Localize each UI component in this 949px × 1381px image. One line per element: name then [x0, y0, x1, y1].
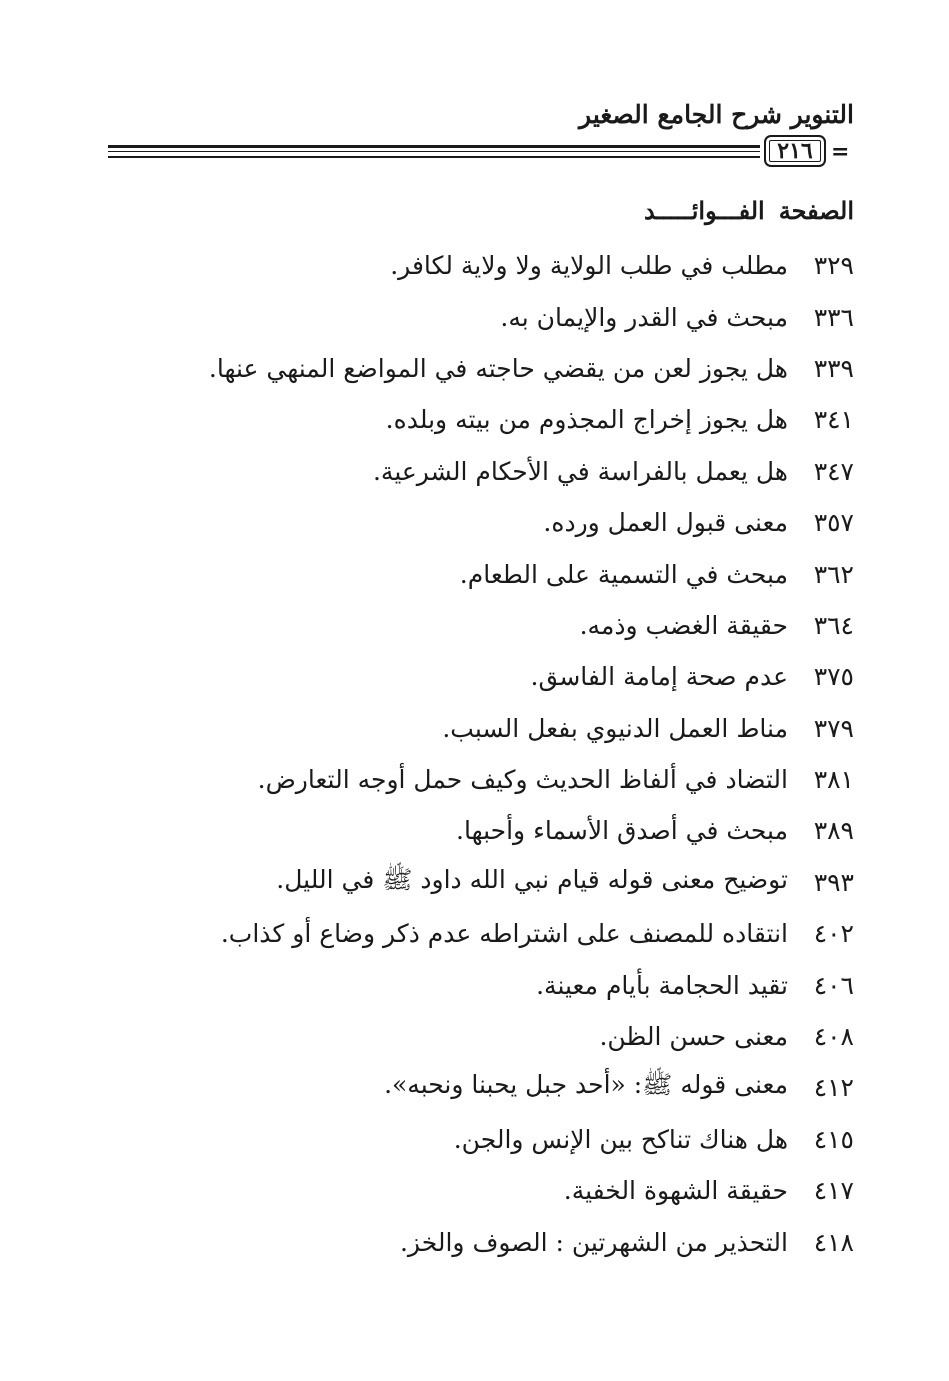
- index-entry: [94, 805, 854, 856]
- entry-page-number: ٤١٢: [813, 1073, 854, 1103]
- index-entry: [94, 1165, 854, 1216]
- index-entry: [94, 600, 854, 651]
- index-entry: [94, 446, 854, 497]
- entry-title: مناط العمل الدنيوي بفعل السبب.: [442, 713, 788, 743]
- header-rule-bottom: [108, 156, 760, 158]
- entry-title: التضاد في ألفاظ الحديث وكيف حمل أوجه التعارض.: [257, 765, 788, 795]
- index-entry: [94, 548, 854, 599]
- index-entry: [94, 1114, 854, 1165]
- entry-page-number: ٣٧٥: [813, 662, 854, 692]
- entry-title: مبحث في أصدق الأسماء وأحبها.: [456, 816, 788, 846]
- entry-page-number: ٤٠٦: [813, 970, 854, 1000]
- entry-page-number: ٤٠٢: [813, 919, 854, 949]
- index-entry: [94, 651, 854, 702]
- index-entry: [94, 1062, 854, 1113]
- entry-page-number: ٤٠٨: [813, 1022, 854, 1052]
- index-entries: [94, 240, 854, 1268]
- entry-page-number: ٣٢٩: [813, 251, 854, 281]
- index-entry: [94, 291, 854, 342]
- entry-page-number: ٤١٧: [813, 1176, 854, 1206]
- index-column-header: [644, 196, 854, 225]
- entry-title: تقيد الحجامة بأيام معينة.: [536, 970, 788, 1000]
- page-number-mark: =: [831, 139, 850, 165]
- entry-title: حقيقة الغضب وذمه.: [579, 610, 788, 640]
- index-entry: [94, 857, 854, 908]
- entry-page-number: ٤١٥: [813, 1124, 854, 1154]
- entry-page-number: ٣٤١: [813, 405, 854, 435]
- entry-title: توضيح معنى قوله قيام نبي الله داود ﷺ في الليل.: [276, 864, 788, 894]
- entry-page-number: ٣٣٦: [813, 302, 854, 332]
- entry-title: مطلب في طلب الولاية ولا ولاية لكافر.: [390, 251, 788, 281]
- header-rule-thick: [108, 145, 760, 148]
- entry-page-number: ٣٩٣: [813, 867, 854, 897]
- entry-page-number: ٣٣٩: [813, 353, 854, 383]
- index-entry: [94, 1011, 854, 1062]
- index-entry: [94, 959, 854, 1010]
- column-header-page: الصفحة: [778, 196, 854, 225]
- entry-page-number: ٤١٨: [813, 1227, 854, 1257]
- index-entry: [94, 240, 854, 291]
- entry-page-number: ٣٦٤: [813, 610, 854, 640]
- entry-page-number: ٣٤٧: [813, 456, 854, 486]
- header-rule-thin: [108, 151, 760, 152]
- entry-page-number: ٣٨١: [813, 765, 854, 795]
- entry-page-number: ٣٨٩: [813, 816, 854, 846]
- page-number: ٢١٦: [764, 135, 826, 167]
- index-entry: [94, 1216, 854, 1267]
- entry-title: هل يجوز إخراج المجذوم من بيته وبلده.: [385, 405, 788, 435]
- entry-title: معنى قبول العمل ورده.: [543, 508, 788, 538]
- entry-title: هل يجوز لعن من يقضي حاجته في المواضع المنهي عنها.: [208, 353, 788, 383]
- entry-title: معنى حسن الظن.: [599, 1022, 788, 1052]
- entry-title: انتقاده للمصنف على اشتراطه عدم ذكر وضاع أو كذاب.: [220, 919, 788, 949]
- entry-page-number: ٣٥٧: [813, 508, 854, 538]
- index-entry: [94, 394, 854, 445]
- entry-title: حقيقة الشهوة الخفية.: [563, 1176, 788, 1206]
- entry-page-number: ٣٦٢: [813, 559, 854, 589]
- running-title: التنوير شرح الجامع الصغير: [579, 100, 854, 129]
- entry-title: معنى قوله ﷺ: «أحد جبل يحبنا ونحبه».: [384, 1070, 788, 1100]
- entry-title: هل يعمل بالفراسة في الأحكام الشرعية.: [372, 456, 788, 486]
- index-entry: [94, 497, 854, 548]
- entry-title: التحذير من الشهرتين : الصوف والخز.: [399, 1227, 788, 1257]
- entry-title: هل هناك تناكح بين الإنس والجن.: [453, 1124, 788, 1154]
- index-entry: [94, 343, 854, 394]
- entry-title: مبحث في التسمية على الطعام.: [459, 559, 788, 589]
- index-entry: [94, 908, 854, 959]
- entry-page-number: ٣٧٩: [813, 713, 854, 743]
- index-entry: [94, 703, 854, 754]
- column-header-benefits: الفـــوائـــــد: [643, 196, 765, 225]
- entry-title: عدم صحة إمامة الفاسق.: [530, 662, 788, 692]
- entry-title: مبحث في القدر والإيمان به.: [500, 302, 788, 332]
- index-entry: [94, 754, 854, 805]
